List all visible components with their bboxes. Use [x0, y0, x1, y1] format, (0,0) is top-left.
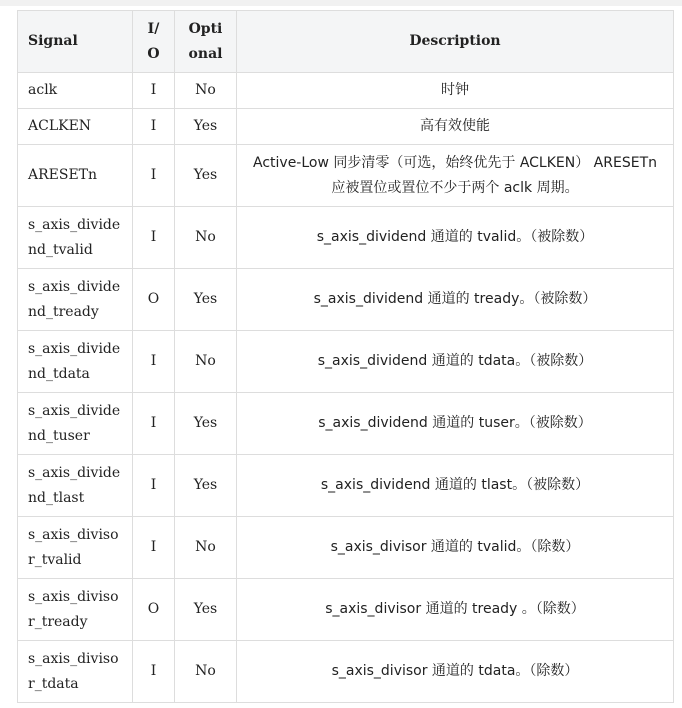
signal-cell: s_axis_dividend_tuser: [18, 393, 133, 455]
table-row: [18, 331, 674, 393]
description-cell: s_axis_dividend 通道的 tlast。（被除数）: [237, 455, 674, 517]
optional-cell: Yes: [175, 269, 237, 331]
optional-cell: Yes: [175, 393, 237, 455]
optional-cell: No: [175, 207, 237, 269]
io-cell: I: [133, 517, 175, 579]
description-cell: s_axis_dividend 通道的 tdata。（被除数）: [237, 331, 674, 393]
signal-cell: s_axis_divisor_tvalid: [18, 517, 133, 579]
optional-cell: No: [175, 73, 237, 109]
signal-cell: ACLKEN: [18, 109, 133, 145]
signal-cell: s_axis_divisor_tready: [18, 579, 133, 641]
table-row: [18, 641, 674, 703]
optional-cell: No: [175, 331, 237, 393]
optional-cell: No: [175, 517, 237, 579]
table-header-row: [18, 11, 674, 73]
io-cell: I: [133, 641, 175, 703]
signal-cell: s_axis_divisor_tdata: [18, 641, 133, 703]
table-row: [18, 269, 674, 331]
io-cell: I: [133, 331, 175, 393]
header-description: Description: [237, 11, 674, 73]
io-cell: I: [133, 109, 175, 145]
header-io: I/O: [133, 11, 175, 73]
table-row: [18, 145, 674, 207]
optional-cell: No: [175, 641, 237, 703]
signal-cell: ARESETn: [18, 145, 133, 207]
table-row: [18, 207, 674, 269]
signal-cell: aclk: [18, 73, 133, 109]
description-cell: s_axis_divisor 通道的 tvalid。（除数）: [237, 517, 674, 579]
description-cell: s_axis_dividend 通道的 tuser。（被除数）: [237, 393, 674, 455]
signal-cell: s_axis_dividend_tlast: [18, 455, 133, 517]
description-cell: 时钟: [237, 73, 674, 109]
table-row: [18, 455, 674, 517]
header-signal: Signal: [18, 11, 133, 73]
header-optional: Optional: [175, 11, 237, 73]
io-cell: I: [133, 73, 175, 109]
description-cell: 高有效使能: [237, 109, 674, 145]
signal-table: [17, 10, 674, 703]
signal-cell: s_axis_dividend_tready: [18, 269, 133, 331]
io-cell: O: [133, 579, 175, 641]
table-row: [18, 517, 674, 579]
table-row: [18, 73, 674, 109]
optional-cell: Yes: [175, 109, 237, 145]
table-row: [18, 579, 674, 641]
top-scroll-strip: [0, 0, 682, 6]
io-cell: I: [133, 393, 175, 455]
signal-cell: s_axis_dividend_tvalid: [18, 207, 133, 269]
io-cell: I: [133, 455, 175, 517]
description-cell: s_axis_dividend 通道的 tvalid。（被除数）: [237, 207, 674, 269]
signal-cell: s_axis_dividend_tdata: [18, 331, 133, 393]
description-cell: Active-Low 同步清零（可选，始终优先于 ACLKEN） ARESETn 应被置位或置位不少于两个 aclk 周期。: [237, 145, 674, 207]
io-cell: I: [133, 207, 175, 269]
io-cell: O: [133, 269, 175, 331]
description-cell: s_axis_divisor 通道的 tdata。（除数）: [237, 641, 674, 703]
description-cell: s_axis_dividend 通道的 tready。（被除数）: [237, 269, 674, 331]
optional-cell: Yes: [175, 145, 237, 207]
optional-cell: Yes: [175, 579, 237, 641]
description-cell: s_axis_divisor 通道的 tready 。（除数）: [237, 579, 674, 641]
io-cell: I: [133, 145, 175, 207]
optional-cell: Yes: [175, 455, 237, 517]
table-row: [18, 393, 674, 455]
table-row: [18, 109, 674, 145]
